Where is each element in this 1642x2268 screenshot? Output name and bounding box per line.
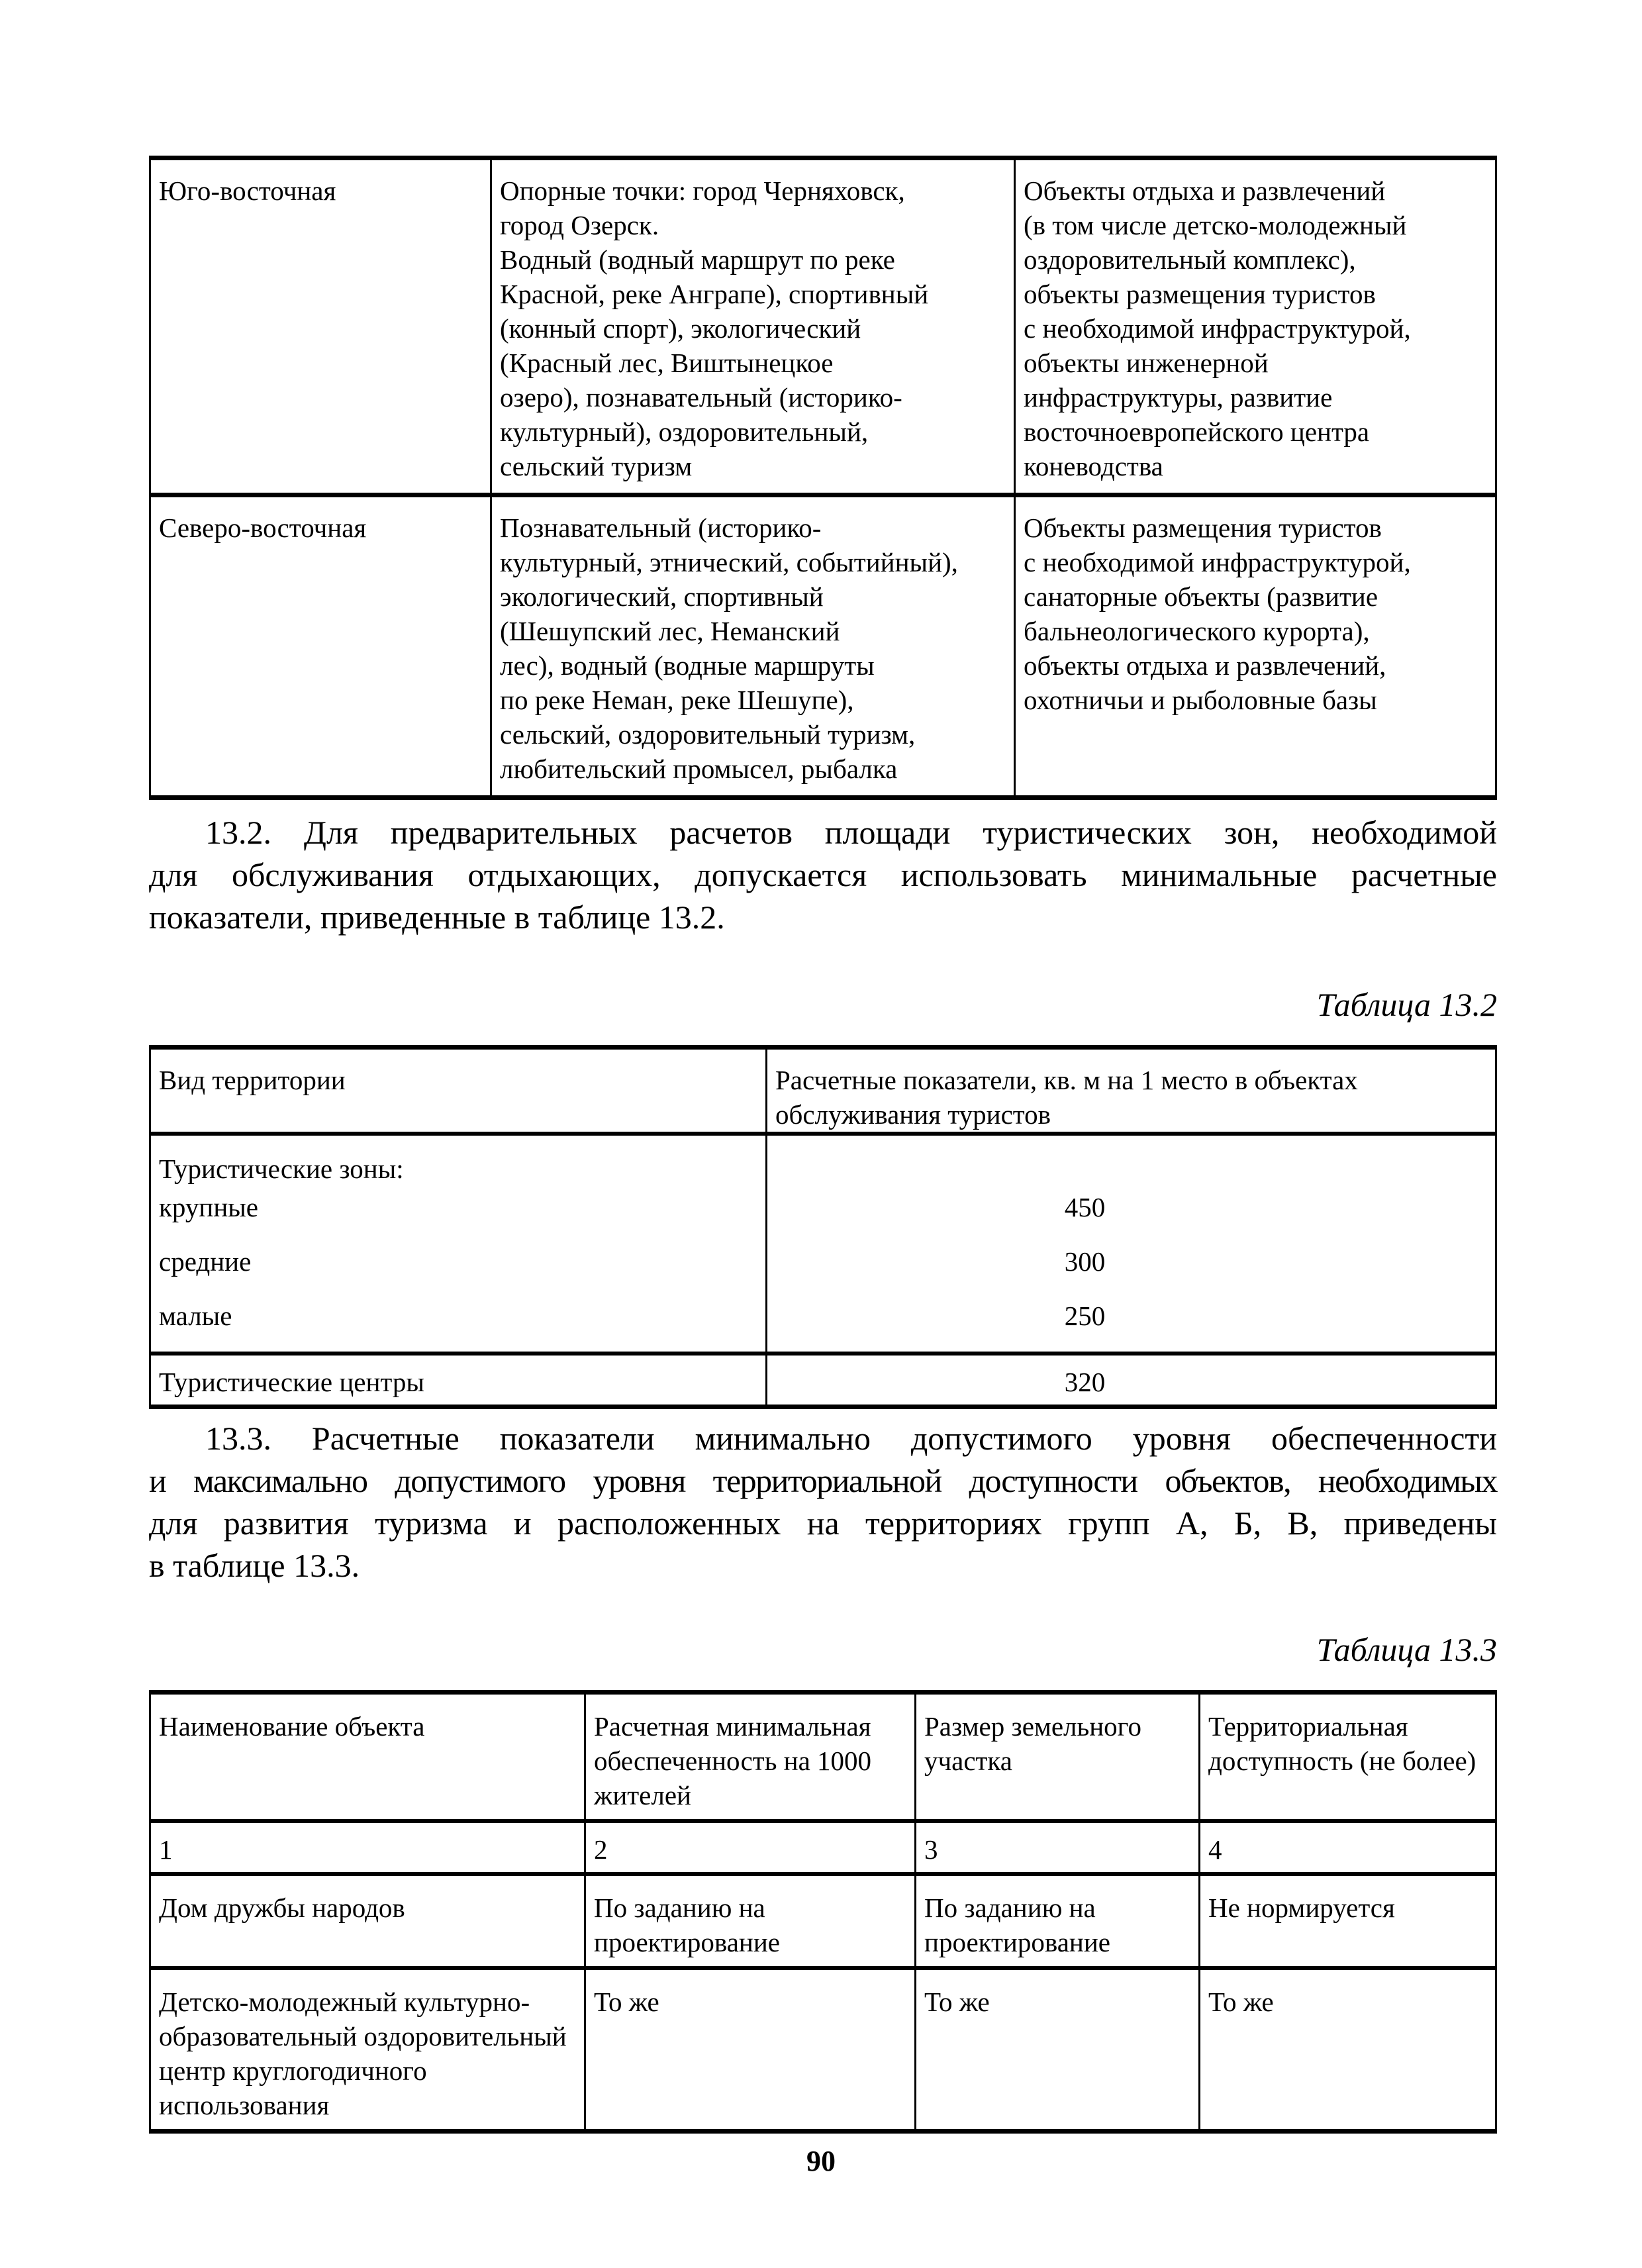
objects-cell bbox=[1015, 158, 1496, 495]
tourism-types-cell bbox=[491, 158, 1015, 495]
table-row bbox=[150, 1295, 1496, 1354]
row-value: 300 bbox=[767, 1240, 1496, 1295]
paragraph-line: в таблице 13.3. bbox=[149, 1547, 360, 1584]
page-number: 90 bbox=[806, 2145, 836, 2177]
cell-line: лес), водный (водные маршруты bbox=[500, 650, 875, 681]
cell-line: озеро), познавательный (историко- bbox=[500, 382, 902, 413]
paragraph-13-2 bbox=[149, 811, 1497, 938]
table-row bbox=[150, 1968, 1496, 2132]
row-label: малые bbox=[150, 1295, 767, 1354]
cell-line: экологический, спортивный bbox=[500, 581, 824, 612]
cell-line: инфраструктуры, развитие bbox=[1024, 382, 1333, 413]
row-value: 250 bbox=[767, 1295, 1496, 1354]
table-13-3 bbox=[149, 1690, 1497, 2134]
cell-line: по реке Неман, реке Шешупе), bbox=[500, 685, 854, 715]
land-size-value: По заданию на проектирование bbox=[916, 1874, 1200, 1968]
cell-line: Водный (водный маршрут по реке bbox=[500, 244, 895, 275]
cell-line: оздоровительный комплекс), bbox=[1024, 244, 1356, 275]
table-row bbox=[150, 495, 1496, 798]
table-row bbox=[150, 1240, 1496, 1295]
column-header: Вид территории bbox=[150, 1048, 767, 1134]
land-size-value: То же bbox=[916, 1968, 1200, 2132]
objects-cell bbox=[1015, 495, 1496, 798]
empty-cell bbox=[767, 1134, 1496, 1186]
cell-line: (Красный лес, Виштынецкое bbox=[500, 348, 834, 378]
object-name: Дом дружбы народов bbox=[150, 1874, 585, 1968]
column-header: Территориальная доступность (не более) bbox=[1200, 1693, 1496, 1822]
cell-line: Красной, реке Анграпе), спортивный bbox=[500, 279, 929, 309]
object-name: Детско-молодежный культурно-образовательный оздоровительный центр круглогодичного использования bbox=[150, 1968, 585, 2132]
column-numbers-row bbox=[150, 1821, 1496, 1874]
cell-line: культурный), оздоровительный, bbox=[500, 417, 869, 447]
cell-line: любительский промысел, рыбалка bbox=[500, 754, 898, 784]
cell-line: (Шешупский лес, Неманский bbox=[500, 616, 840, 646]
cell-line: город Озерск. bbox=[500, 210, 659, 240]
cell-line: (конный спорт), экологический bbox=[500, 313, 861, 344]
paragraph-13-3 bbox=[149, 1417, 1497, 1587]
provision-value: То же bbox=[585, 1968, 916, 2132]
cell-line: культурный, этнический, событийный), bbox=[500, 547, 958, 577]
row-label: Туристические центры bbox=[150, 1354, 767, 1407]
table-header-row bbox=[150, 1693, 1496, 1822]
column-header: Наименование объекта bbox=[150, 1693, 585, 1822]
column-number: 3 bbox=[916, 1821, 1200, 1874]
row-label: крупные bbox=[150, 1186, 767, 1240]
provision-value: По заданию на проектирование bbox=[585, 1874, 916, 1968]
table-row bbox=[150, 1186, 1496, 1240]
column-header: Расчетные показатели, кв. м на 1 место в объектах обслуживания туристов bbox=[767, 1048, 1496, 1134]
cell-line: санаторные объекты (развитие bbox=[1024, 581, 1378, 612]
cell-line: с необходимой инфраструктурой, bbox=[1024, 547, 1411, 577]
accessibility-value: То же bbox=[1200, 1968, 1496, 2132]
row-value: 450 bbox=[767, 1186, 1496, 1240]
column-header: Размер земельного участка bbox=[916, 1693, 1200, 1822]
cell-line: объекты размещения туристов bbox=[1024, 279, 1376, 309]
cell-line: сельский, оздоровительный туризм, bbox=[500, 719, 916, 750]
row-label: средние bbox=[150, 1240, 767, 1295]
accessibility-value: Не нормируется bbox=[1200, 1874, 1496, 1968]
table-caption: Таблица 13.2 bbox=[1316, 986, 1497, 1023]
table-row bbox=[150, 1874, 1496, 1968]
cell-line: сельский туризм bbox=[500, 451, 693, 481]
table-caption: Таблица 13.3 bbox=[1316, 1631, 1497, 1668]
group-label: Туристические зоны: bbox=[150, 1134, 767, 1186]
zone-name: Северо-восточная bbox=[159, 513, 367, 543]
column-number: 2 bbox=[585, 1821, 916, 1874]
paragraph-line: и максимально допустимого уровня территориальной доступности объектов, необходимых bbox=[149, 1462, 1497, 1499]
zone-name: Юго-восточная bbox=[159, 175, 336, 206]
paragraph-line: 13.3. Расчетные показатели минимально допустимого уровня обеспеченности bbox=[205, 1420, 1497, 1457]
paragraph-line: 13.2. Для предварительных расчетов площади туристических зон, необходимой bbox=[205, 814, 1497, 851]
tourism-types-cell bbox=[491, 495, 1015, 798]
cell-line: Объекты размещения туристов bbox=[1024, 513, 1382, 543]
table-13-1-continued bbox=[149, 156, 1497, 800]
table-row bbox=[150, 158, 1496, 495]
cell-line: (в том числе детско-молодежный bbox=[1024, 210, 1407, 240]
paragraph-line: для обслуживания отдыхающих, допускается использовать минимальные расчетные bbox=[149, 856, 1497, 893]
column-header: Расчетная минимальная обеспеченность на 1000 жителей bbox=[585, 1693, 916, 1822]
row-value: 320 bbox=[767, 1354, 1496, 1407]
paragraph-line: для развития туризма и расположенных на территориях групп А, Б, В, приведены bbox=[149, 1504, 1497, 1542]
cell-line: бальнеологического курорта), bbox=[1024, 616, 1370, 646]
zone-cell bbox=[150, 158, 491, 495]
table-13-2 bbox=[149, 1045, 1497, 1409]
cell-line: восточноевропейского центра bbox=[1024, 417, 1370, 447]
table-row bbox=[150, 1134, 1496, 1186]
cell-line: охотничьи и рыболовные базы bbox=[1024, 685, 1377, 715]
table-header-row bbox=[150, 1048, 1496, 1134]
cell-line: коневодства bbox=[1024, 451, 1163, 481]
cell-line: с необходимой инфраструктурой, bbox=[1024, 313, 1411, 344]
zone-cell bbox=[150, 495, 491, 798]
paragraph-line: показатели, приведенные в таблице 13.2. bbox=[149, 899, 725, 936]
cell-line: Объекты отдыха и развлечений bbox=[1024, 175, 1386, 206]
column-number: 1 bbox=[150, 1821, 585, 1874]
cell-line: Опорные точки: город Черняховск, bbox=[500, 175, 905, 206]
cell-line: Познавательный (историко- bbox=[500, 513, 822, 543]
cell-line: объекты отдыха и развлечений, bbox=[1024, 650, 1386, 681]
table-row bbox=[150, 1354, 1496, 1407]
column-number: 4 bbox=[1200, 1821, 1496, 1874]
cell-line: объекты инженерной bbox=[1024, 348, 1269, 378]
